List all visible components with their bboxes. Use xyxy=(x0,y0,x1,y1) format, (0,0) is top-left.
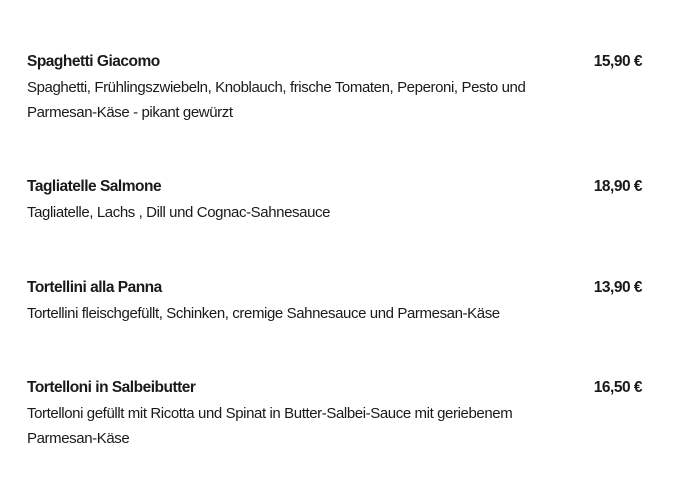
dish-name: Tortelloni in Salbeibutter xyxy=(27,379,196,396)
dish-description: Tortelloni gefüllt mit Ricotta und Spinat in Butter-Salbei-Sauce mit geriebenem Parmesan-Käse xyxy=(27,405,513,447)
menu-item-header xyxy=(27,176,642,198)
dish-name: Spaghetti Giacomo xyxy=(27,53,160,70)
menu-item-tortelloni-in-salbeibutter xyxy=(27,377,642,451)
menu-item-tortellini-alla-panna xyxy=(27,277,642,326)
dish-description: Tagliatelle, Lachs , Dill und Cognac-Sahnesauce xyxy=(27,204,331,221)
dish-description: Tortellini fleischgefüllt, Schinken, cremige Sahnesauce und Parmesan-Käse xyxy=(27,305,500,322)
dish-name: Tagliatelle Salmone xyxy=(27,178,162,195)
dish-price: 16,50 € xyxy=(593,379,642,396)
menu-item-header xyxy=(27,51,642,73)
dish-name: Tortellini alla Panna xyxy=(27,279,162,296)
dish-price: 13,90 € xyxy=(593,279,642,296)
menu-item-header xyxy=(27,277,642,299)
dish-price: 18,90 € xyxy=(593,178,642,195)
dish-description: Spaghetti, Frühlingszwiebeln, Knoblauch, frische Tomaten, Peperoni, Pesto und Parmesan-Käse - pikant gewürzt xyxy=(27,79,526,121)
dish-price: 15,90 € xyxy=(593,53,642,70)
menu-item-tagliatelle-salmone xyxy=(27,176,642,225)
menu-item-spaghetti-giacomo xyxy=(27,51,642,125)
menu-item-header xyxy=(27,377,642,399)
